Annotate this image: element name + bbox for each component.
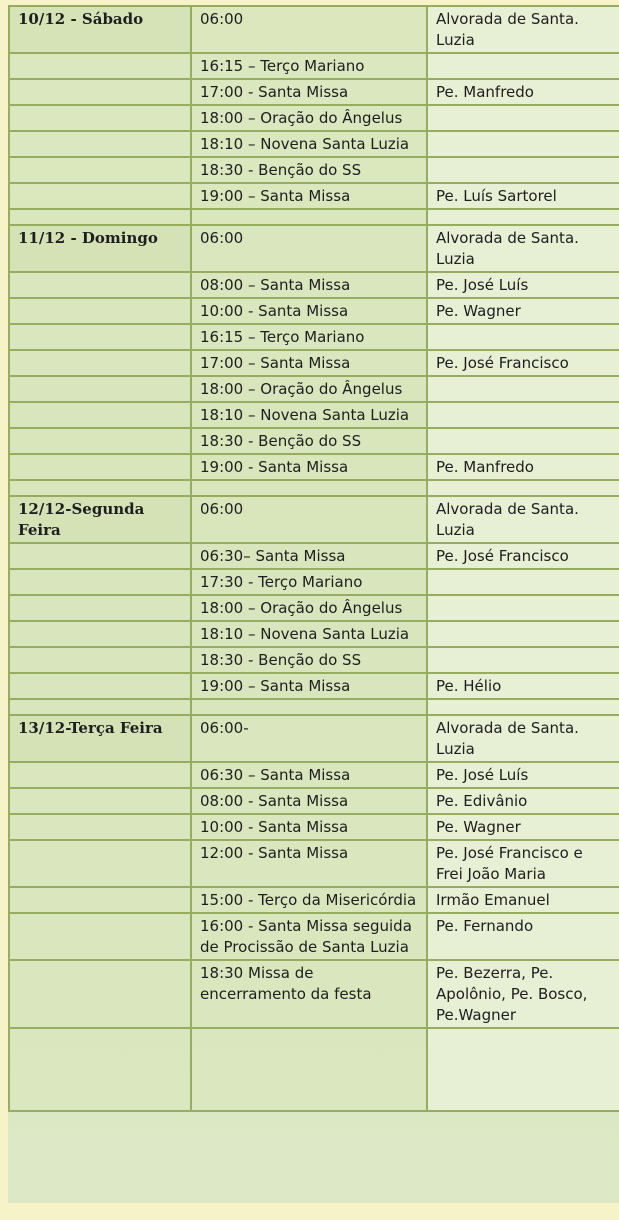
table-row <box>9 183 619 209</box>
celebrant-cell: Pe. Luís Sartorel <box>427 183 619 209</box>
table-row <box>9 543 619 569</box>
table-row <box>9 79 619 105</box>
celebrant-cell: Irmão Emanuel <box>427 887 619 913</box>
event-cell: 06:00 <box>191 496 427 543</box>
table-row <box>9 402 619 428</box>
event-cell: 18:10 – Novena Santa Luzia <box>191 402 427 428</box>
celebrant-cell: Pe. Manfredo <box>427 454 619 480</box>
day-label: 13/12-Terça Feira <box>9 715 191 762</box>
table-row <box>9 673 619 699</box>
event-cell: 06:30 – Santa Missa <box>191 762 427 788</box>
celebrant-cell: Pe. José Francisco <box>427 350 619 376</box>
day-cell-empty <box>9 788 191 814</box>
day-cell-empty <box>9 960 191 1028</box>
celebrant-cell <box>427 105 619 131</box>
table-row <box>9 376 619 402</box>
celebrant-cell <box>427 402 619 428</box>
table-row <box>9 715 619 762</box>
event-cell: 16:00 - Santa Missa seguida de Procissão de Santa Luzia <box>191 913 427 960</box>
celebrant-cell: Pe. Fernando <box>427 913 619 960</box>
event-cell: 16:15 – Terço Mariano <box>191 53 427 79</box>
celebrant-cell: Pe. José Luís <box>427 272 619 298</box>
day-cell-empty <box>9 183 191 209</box>
event-cell: 15:00 - Terço da Misericórdia <box>191 887 427 913</box>
event-cell: 10:00 - Santa Missa <box>191 298 427 324</box>
day-cell-empty <box>9 402 191 428</box>
table-row <box>9 454 619 480</box>
event-cell: 17:30 - Terço Mariano <box>191 569 427 595</box>
event-cell: 18:10 – Novena Santa Luzia <box>191 621 427 647</box>
event-cell: 18:00 – Oração do Ângelus <box>191 105 427 131</box>
day-cell-empty <box>9 814 191 840</box>
event-cell: 06:00 <box>191 225 427 272</box>
event-cell: 17:00 - Santa Missa <box>191 79 427 105</box>
table-row <box>9 621 619 647</box>
celebrant-cell: Pe. Manfredo <box>427 79 619 105</box>
event-cell: 08:00 – Santa Missa <box>191 272 427 298</box>
spacer-row <box>9 699 619 715</box>
event-cell: 19:00 - Santa Missa <box>191 454 427 480</box>
table-row <box>9 788 619 814</box>
day-cell-empty <box>9 298 191 324</box>
celebrant-cell: Pe. Edivânio <box>427 788 619 814</box>
table-row <box>9 569 619 595</box>
day-cell-empty <box>9 53 191 79</box>
table-row <box>9 157 619 183</box>
table-row <box>9 913 619 960</box>
event-cell: 12:00 - Santa Missa <box>191 840 427 887</box>
event-cell: 18:10 – Novena Santa Luzia <box>191 131 427 157</box>
day-cell-empty <box>9 157 191 183</box>
day-cell-empty <box>9 105 191 131</box>
celebrant-cell <box>427 428 619 454</box>
day-cell-empty <box>9 454 191 480</box>
celebrant-cell: Alvorada de Santa. Luzia <box>427 715 619 762</box>
celebrant-cell <box>427 53 619 79</box>
day-cell-empty <box>9 272 191 298</box>
celebrant-cell: Pe. José Francisco <box>427 543 619 569</box>
celebrant-cell: Alvorada de Santa. Luzia <box>427 496 619 543</box>
day-cell-empty <box>9 647 191 673</box>
celebrant-cell: Pe. Wagner <box>427 814 619 840</box>
event-cell: 06:30– Santa Missa <box>191 543 427 569</box>
day-cell-empty <box>9 79 191 105</box>
celebrant-cell: Pe. José Luís <box>427 762 619 788</box>
celebrant-cell: Pe. Hélio <box>427 673 619 699</box>
table-row <box>9 814 619 840</box>
celebrant-cell <box>427 131 619 157</box>
event-cell: 17:00 – Santa Missa <box>191 350 427 376</box>
event-cell: 18:30 Missa de encerramento da festa <box>191 960 427 1028</box>
day-cell-empty <box>9 350 191 376</box>
table-row <box>9 105 619 131</box>
celebrant-cell: Pe. Bezerra, Pe. Apolônio, Pe. Bosco, Pe.Wagner <box>427 960 619 1028</box>
day-cell-empty <box>9 595 191 621</box>
celebrant-cell <box>427 157 619 183</box>
table-row <box>9 840 619 887</box>
event-cell: 18:00 – Oração do Ângelus <box>191 595 427 621</box>
day-cell-empty <box>9 131 191 157</box>
spacer-row <box>9 209 619 225</box>
day-cell-empty <box>9 543 191 569</box>
table-row <box>9 647 619 673</box>
celebrant-cell <box>427 569 619 595</box>
day-cell-empty <box>9 913 191 960</box>
celebrant-cell: Pe. José Francisco e Frei João Maria <box>427 840 619 887</box>
day-cell-empty <box>9 569 191 595</box>
event-cell: 06:00 <box>191 6 427 53</box>
celebrant-cell: Alvorada de Santa. Luzia <box>427 6 619 53</box>
table-row <box>9 298 619 324</box>
celebrant-cell <box>427 376 619 402</box>
celebrant-cell: Alvorada de Santa. Luzia <box>427 225 619 272</box>
event-cell: 18:30 - Benção do SS <box>191 157 427 183</box>
table-row <box>9 324 619 350</box>
table-row <box>9 762 619 788</box>
table-row <box>9 887 619 913</box>
table-row <box>9 225 619 272</box>
table-row <box>9 428 619 454</box>
event-cell: 19:00 – Santa Missa <box>191 183 427 209</box>
table-row <box>9 131 619 157</box>
table-row <box>9 496 619 543</box>
table-row <box>9 350 619 376</box>
day-cell-empty <box>9 840 191 887</box>
day-label: 10/12 - Sábado <box>9 6 191 53</box>
day-cell-empty <box>9 762 191 788</box>
day-cell-empty <box>9 324 191 350</box>
table-row <box>9 595 619 621</box>
spacer-row <box>9 480 619 496</box>
table-row <box>9 272 619 298</box>
celebrant-cell <box>427 647 619 673</box>
day-label: 11/12 - Domingo <box>9 225 191 272</box>
event-cell: 19:00 – Santa Missa <box>191 673 427 699</box>
day-cell-empty <box>9 428 191 454</box>
table-row <box>9 6 619 53</box>
celebrant-cell <box>427 595 619 621</box>
schedule-table <box>8 5 619 1112</box>
event-cell: 18:30 - Benção do SS <box>191 647 427 673</box>
event-cell: 10:00 - Santa Missa <box>191 814 427 840</box>
day-cell-empty <box>9 887 191 913</box>
table-row <box>9 53 619 79</box>
event-cell: 16:15 – Terço Mariano <box>191 324 427 350</box>
event-cell: 18:00 – Oração do Ângelus <box>191 376 427 402</box>
empty-row <box>9 1028 619 1111</box>
day-cell-empty <box>9 376 191 402</box>
event-cell: 18:30 - Benção do SS <box>191 428 427 454</box>
celebrant-cell <box>427 621 619 647</box>
event-cell: 06:00- <box>191 715 427 762</box>
event-cell: 08:00 - Santa Missa <box>191 788 427 814</box>
day-cell-empty <box>9 673 191 699</box>
celebrant-cell: Pe. Wagner <box>427 298 619 324</box>
day-label: 12/12-Segunda Feira <box>9 496 191 543</box>
day-cell-empty <box>9 621 191 647</box>
table-row <box>9 960 619 1028</box>
celebrant-cell <box>427 324 619 350</box>
